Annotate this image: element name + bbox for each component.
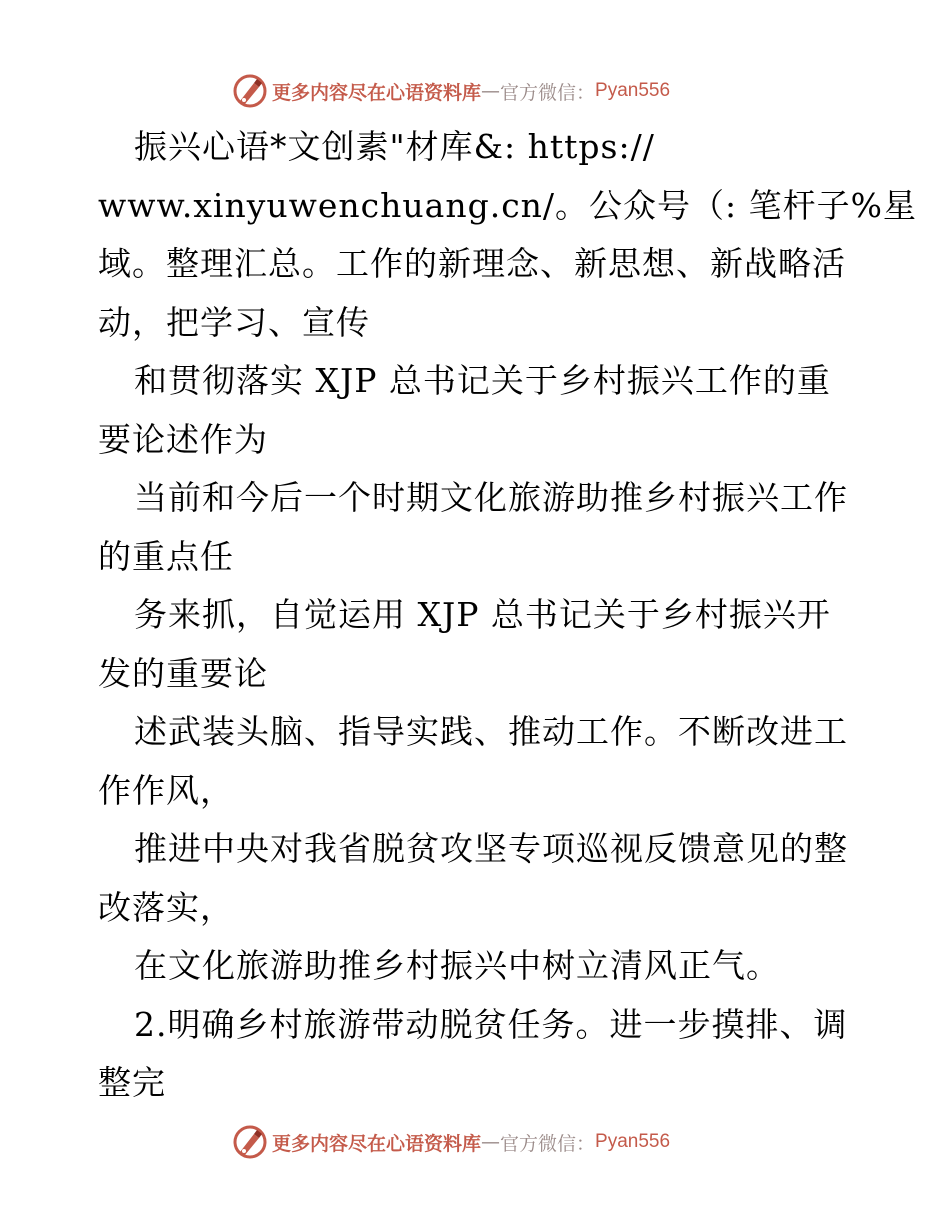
text-line: 和贯彻落实 XJP 总书记关于乡村振兴工作的重 [134, 361, 831, 400]
watermark-text: 更多内容尽在心语资料库 [272, 81, 482, 104]
text-line: 当前和今后一个时期文化旅游助推乡村振兴工作 [134, 478, 848, 517]
watermark-suffix: 官方微信： [500, 1132, 596, 1155]
text-line: 振兴心语*文创素"材库&: https:// [134, 127, 655, 166]
document-body [98, 118, 918, 1113]
text-line: www.xinyuwenchuang.cn/。公众号（: 笔杆子%星 [98, 185, 918, 225]
pen-logo-icon [232, 73, 268, 109]
text-line: 域。整理汇总。工作的新理念、新思想、新战略活 [98, 244, 846, 283]
pen-logo-icon [232, 1124, 268, 1160]
text-line: 2.明确乡村旅游带动脱贫任务。进一步摸排、调 [134, 1004, 848, 1044]
text-line: 作作风， [98, 770, 234, 810]
watermark-id: Pyan556 [595, 1131, 671, 1152]
watermark-dash: — [481, 80, 501, 102]
footer-watermark [232, 1122, 670, 1162]
text-line: 推进中央对我省脱贫攻坚专项巡视反馈意见的整 [134, 829, 848, 868]
watermark-dash: — [481, 1131, 501, 1153]
watermark-text: 更多内容尽在心语资料库 [272, 1132, 482, 1155]
text-line: 要论述作为 [98, 419, 268, 459]
watermark-id: Pyan556 [595, 80, 671, 101]
text-line: 动，把学习、宣传 [98, 302, 370, 342]
header-watermark [232, 71, 670, 111]
text-line: 的重点任 [98, 536, 234, 576]
text-line: 务来抓，自觉运用 XJP 总书记关于乡村振兴开 [134, 595, 831, 634]
text-line: 发的重要论 [98, 653, 268, 693]
text-line: 述武装头脑、指导实践、推动工作。不断改进工 [134, 712, 848, 751]
text-line: 在文化旅游助推乡村振兴中树立清风正气。 [134, 946, 780, 985]
watermark-suffix: 官方微信： [500, 81, 596, 104]
text-line: 整完 [98, 1063, 166, 1102]
text-line: 改落实， [98, 887, 234, 927]
